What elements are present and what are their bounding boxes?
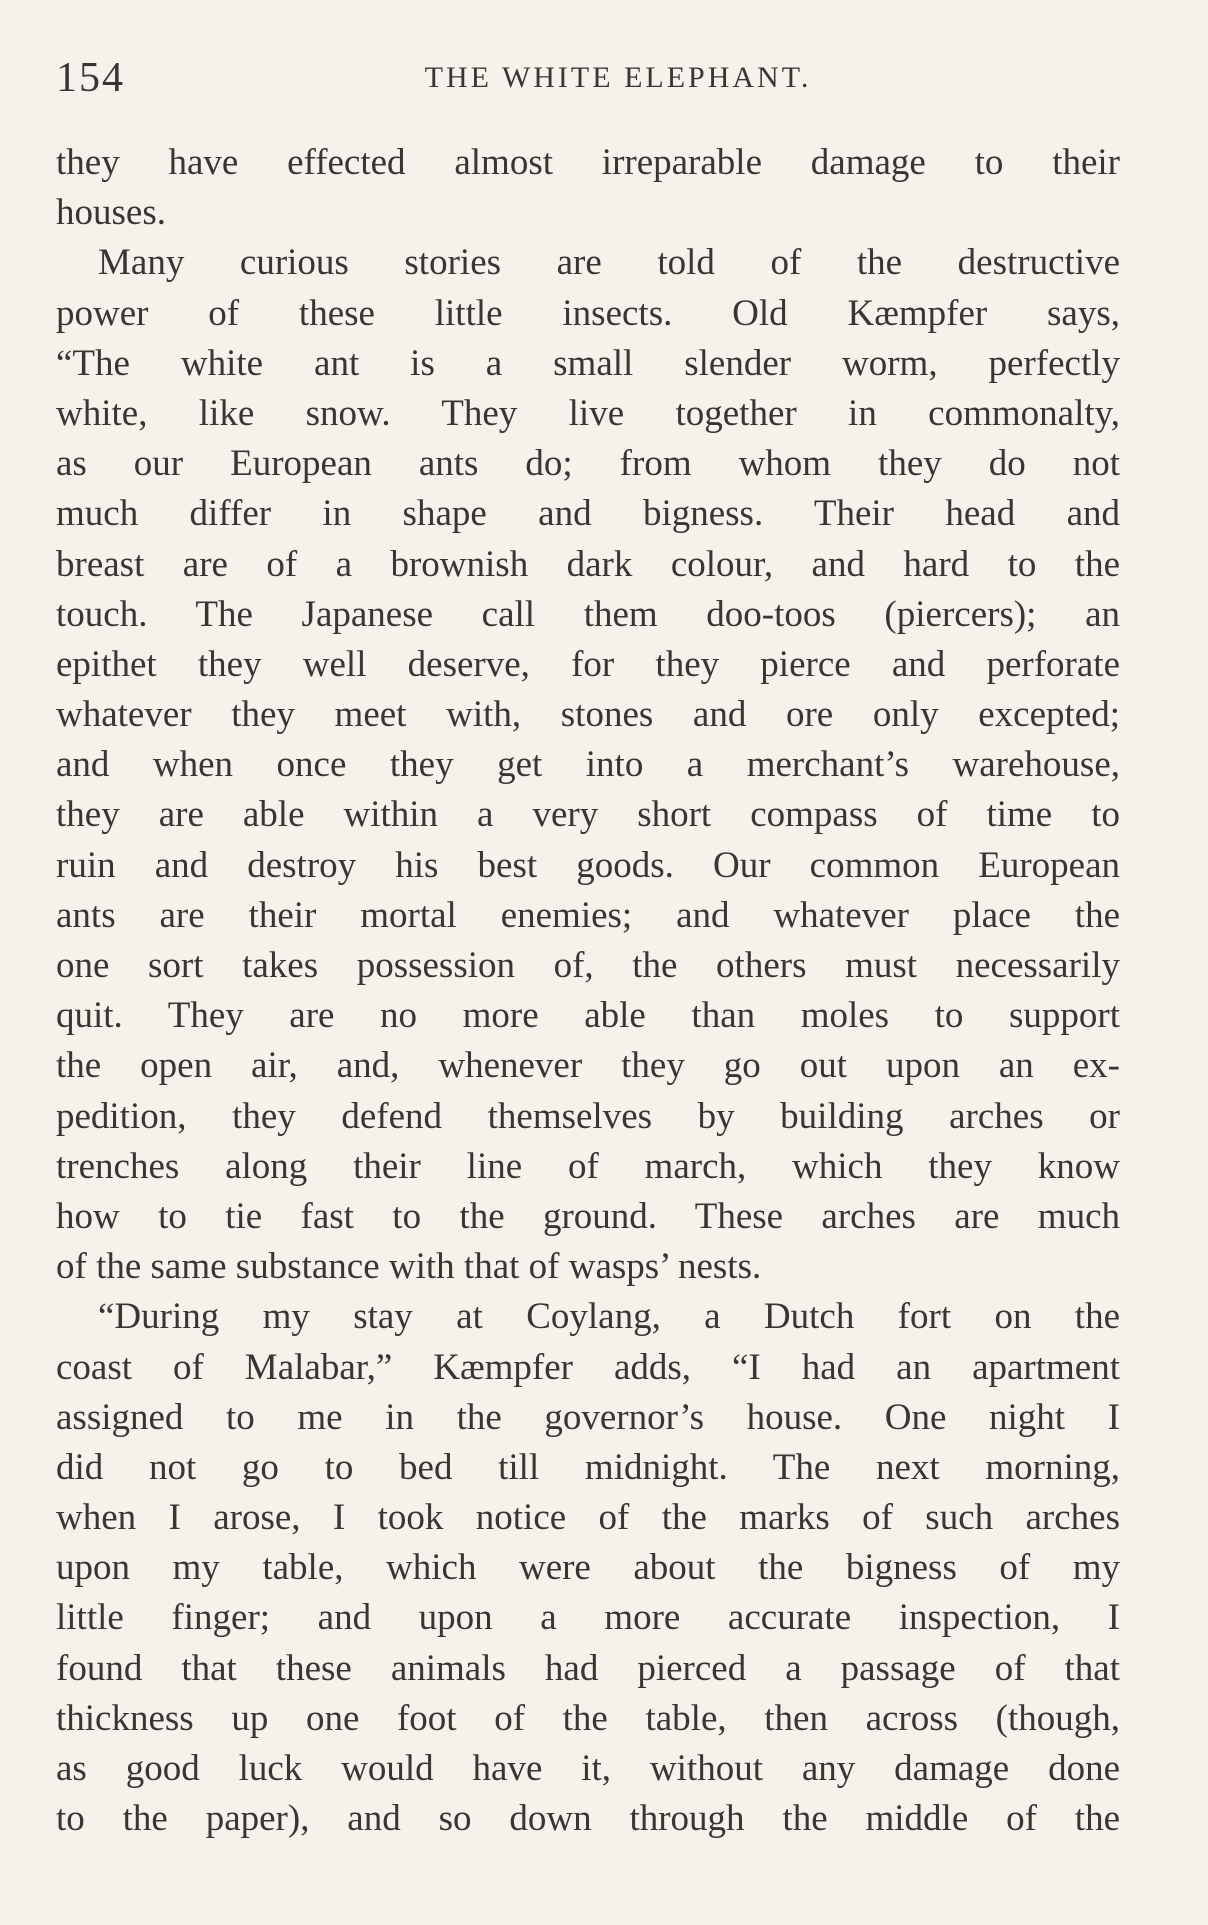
- text-line: little finger; and upon a more accurate inspection, I: [56, 1597, 1120, 1639]
- text-line: they are able within a very short compass of time to: [56, 794, 1120, 836]
- text-line: assigned to me in the governor’s house. One night I: [56, 1396, 1120, 1438]
- text-line: when I arose, I took notice of the marks of such arches: [56, 1497, 1120, 1539]
- text-line: to the paper), and so down through the middle of the: [56, 1798, 1120, 1840]
- running-head: [56, 48, 1120, 108]
- text-line: houses.: [56, 192, 166, 234]
- text-line: Many curious stories are told of the destructive: [98, 242, 1120, 284]
- text-line: of the same substance with that of wasps’ nests.: [56, 1246, 762, 1288]
- text-line: thickness up one foot of the table, then across (though,: [56, 1697, 1120, 1739]
- text-line: trenches along their line of march, which they know: [56, 1145, 1120, 1187]
- text-line: power of these little insects. Old Kæmpfer says,: [56, 292, 1120, 334]
- text-line: how to tie fast to the ground. These arches are much: [56, 1195, 1120, 1237]
- text-line: and when once they get into a merchant’s warehouse,: [56, 744, 1120, 786]
- text-line: epithet they well deserve, for they pierce and perforate: [56, 643, 1120, 685]
- text-line: ants are their mortal enemies; and whatever place the: [56, 894, 1120, 936]
- text-line: “During my stay at Coylang, a Dutch fort on the: [98, 1296, 1120, 1338]
- running-title: THE WHITE ELEPHANT.: [424, 61, 812, 94]
- text-line: white, like snow. They live together in commonalty,: [56, 392, 1120, 434]
- text-line: as our European ants do; from whom they do not: [56, 443, 1120, 485]
- text-line: upon my table, which were about the bigness of my: [56, 1547, 1120, 1589]
- text-line: coast of Malabar,” Kæmpfer adds, “I had an apartment: [56, 1346, 1120, 1388]
- text-line: found that these animals had pierced a passage of that: [56, 1647, 1120, 1689]
- text-line: much differ in shape and bigness. Their head and: [56, 493, 1120, 535]
- body-text: [56, 138, 1120, 1844]
- text-line: ruin and destroy his best goods. Our common European: [56, 844, 1120, 886]
- text-line: “The white ant is a small slender worm, perfectly: [56, 342, 1120, 384]
- text-line: did not go to bed till midnight. The next morning,: [56, 1446, 1120, 1488]
- text-line: touch. The Japanese call them doo-toos (piercers); an: [56, 593, 1120, 635]
- text-line: quit. They are no more able than moles to support: [56, 995, 1120, 1037]
- text-line: whatever they meet with, stones and ore only excepted;: [56, 694, 1120, 736]
- text-line: they have effected almost irreparable damage to their: [56, 142, 1120, 183]
- text-line: as good luck would have it, without any damage done: [56, 1748, 1120, 1789]
- text-line: the open air, and, whenever they go out upon an ex-: [56, 1045, 1120, 1087]
- text-line: pedition, they defend themselves by building arches or: [56, 1095, 1120, 1137]
- text-line: one sort takes possession of, the others must necessarily: [56, 945, 1120, 986]
- text-line: breast are of a brownish dark colour, and hard to the: [56, 543, 1120, 585]
- page-number: 154: [56, 55, 125, 101]
